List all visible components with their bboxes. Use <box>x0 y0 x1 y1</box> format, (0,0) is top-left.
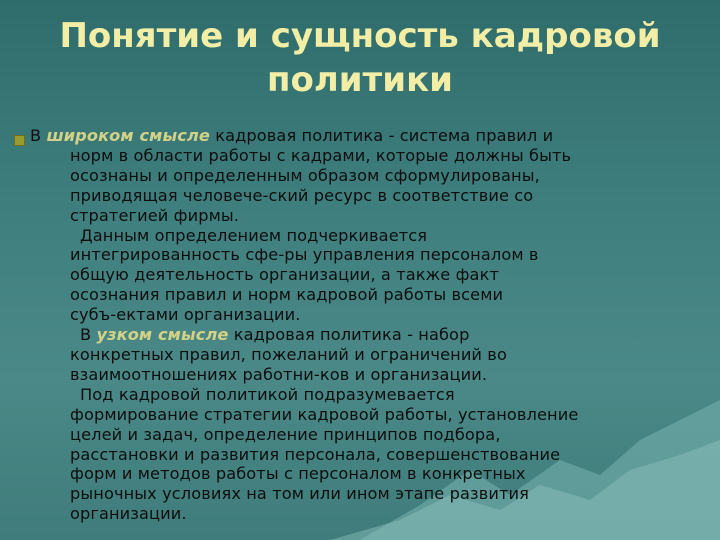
paragraph-line: осознаны и определенным образом сформулированы, <box>70 165 540 185</box>
slide-title <box>0 14 720 102</box>
paragraph-line <box>70 226 702 246</box>
emphasis-narrow-sense: узком смысле <box>96 325 229 345</box>
paragraph-line: целей и задач, определение принципов подбора, <box>70 424 501 444</box>
slide-body <box>30 126 702 524</box>
paragraph-line: стратегией фирмы. <box>70 205 240 225</box>
text-span: кадровая политика - система правил и <box>209 126 554 145</box>
paragraph-line <box>70 385 702 405</box>
title-line-1: Понятие и сущность кадровой <box>59 16 661 56</box>
square-bullet-icon <box>14 135 25 146</box>
paragraph-line: приводящая человече-ский ресурс в соответствие со <box>70 185 534 205</box>
paragraph-line: общую деятельность организации, а также факт <box>70 265 499 285</box>
title-line-2: политики <box>266 60 453 100</box>
paragraph-policy-meaning <box>30 385 702 524</box>
paragraph-line: субъ-ектами организации. <box>70 305 301 325</box>
text-span: В <box>30 126 47 145</box>
paragraph-line: конкретных правил, пожеланий и ограничений во <box>70 344 507 364</box>
paragraph-line <box>70 325 702 345</box>
paragraph-broad-definition <box>30 126 702 226</box>
paragraph-narrow-definition <box>30 325 702 385</box>
paragraph-line: организации. <box>70 504 187 524</box>
paragraph-line: норм в области работы с кадрами, которые должны быть <box>70 145 572 165</box>
paragraph-line: расстановки и развития персонала, совершенствование <box>70 444 561 464</box>
paragraph-line: форм и методов работы с персоналом в конкретных <box>70 464 526 484</box>
text-span: В <box>80 325 97 345</box>
paragraph-line <box>30 126 702 146</box>
emphasis-broad-sense: широком смысле <box>46 126 210 145</box>
paragraph-line: интегрированность сфе-ры управления персоналом в <box>70 245 539 265</box>
text-span: кадровая политика - набор <box>228 325 470 345</box>
paragraph-line: формирование стратегии кадровой работы, установление <box>70 404 579 424</box>
paragraph-line: взаимоотношениях работни-ков и организации. <box>70 364 488 384</box>
paragraph-line: рыночных условиях на том или ином этапе развития <box>70 484 529 504</box>
text-span: Под кадровой политикой подразумевается <box>80 384 455 404</box>
paragraph-integration <box>30 226 702 326</box>
paragraph-line: осознания правил и норм кадровой работы всеми <box>70 285 504 305</box>
text-span: Данным определением подчеркивается <box>80 225 428 245</box>
